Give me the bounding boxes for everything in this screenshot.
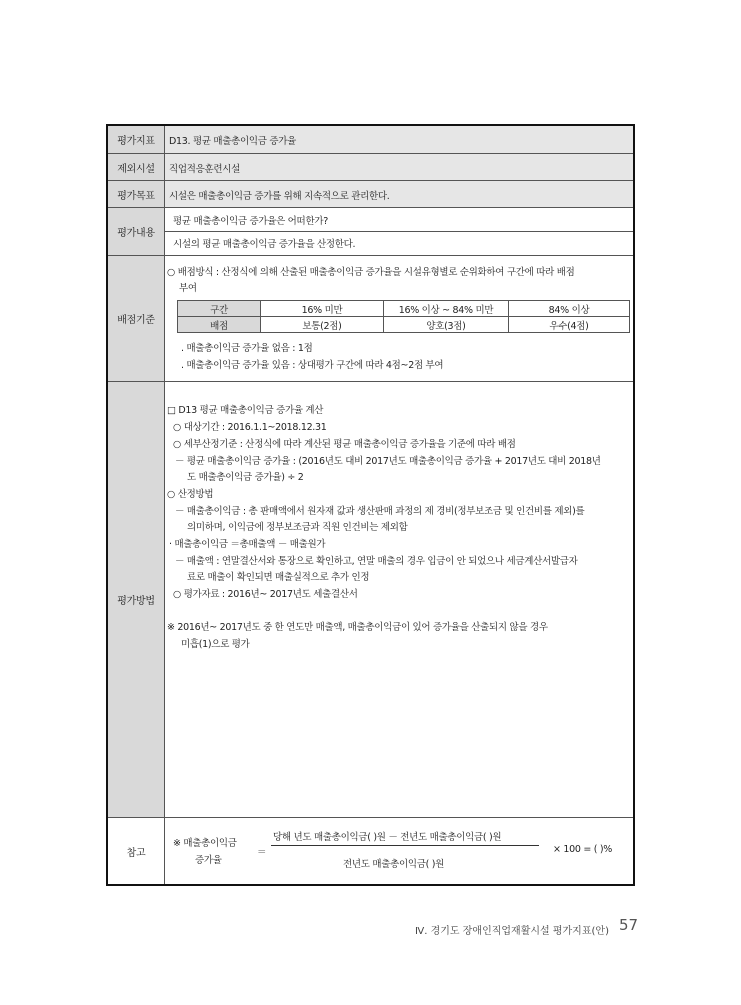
method-row <box>108 382 633 818</box>
indicator-text: D13. 평균 매출총이익금 증가율 <box>169 136 297 147</box>
method-line: □ D13 평균 매출총이익금 증가율 계산 <box>167 405 324 416</box>
formula-numerator: 당해 년도 매출총이익금( )원 － 전년도 매출총이익금( )원 <box>273 832 502 843</box>
formula-multiplier: × 100 = ( )% <box>553 844 612 855</box>
grade-cell: 보통(2점) <box>261 317 384 333</box>
grade-table-row <box>178 301 630 317</box>
method-line: 도 매출총이익금 증가율) ÷ 2 <box>187 472 304 483</box>
reference-formula <box>165 818 633 884</box>
method-line: ※ 2016년~ 2017년도 중 한 연도만 매출액, 매출총이익금이 있어 증가율을 산출되지 않을 경우 <box>167 622 548 633</box>
method-line: 료로 매출이 확인되면 매출실적으로 추가 인정 <box>187 572 370 583</box>
content-divider <box>165 231 633 232</box>
method-line: ○ 평가자료 : 2016년~ 2017년도 세출결산서 <box>173 589 358 600</box>
scoring-note-1: . 매출총이익금 증가율 없음 : 1점 <box>181 343 313 354</box>
method-line: ○ 세부산정기준 : 산정식에 따라 계산된 평균 매출총이익금 증가율을 기준에 따라 배점 <box>173 439 516 450</box>
grade-cell: 배점 <box>178 317 261 333</box>
grade-cell: 16% 미만 <box>261 301 384 317</box>
method-line: · 매출총이익금 ＝총매출액 － 매출원가 <box>169 539 326 550</box>
formula-denominator: 전년도 매출총이익금( )원 <box>343 859 445 870</box>
content-label: 평가내용 <box>108 208 165 255</box>
formula-left-line-1: ※ 매출총이익금 <box>173 838 237 849</box>
grade-cell: 양호(3점) <box>384 317 509 333</box>
excluded-text: 직업적응훈련시설 <box>169 164 241 175</box>
footer-text: Ⅳ. 경기도 장애인직업재활시설 평가지표(안) <box>415 926 609 937</box>
grade-cell: 16% 이상 ~ 84% 미만 <box>384 301 509 317</box>
excluded-value <box>165 154 633 180</box>
indicator-label: 평가지표 <box>108 126 165 153</box>
excluded-label: 제외시설 <box>108 154 165 180</box>
content-line-1: 평균 매출총이익금 증가율은 어떠한가? <box>173 216 328 227</box>
grade-table <box>177 300 630 333</box>
scoring-method-line-2: 부여 <box>179 283 197 294</box>
excluded-row <box>108 154 633 181</box>
goal-label: 평가목표 <box>108 181 165 207</box>
grade-cell: 84% 이상 <box>509 301 630 317</box>
goal-row <box>108 181 633 208</box>
reference-label: 참고 <box>108 818 165 884</box>
method-line: － 매출총이익금 : 총 판매액에서 원자재 값과 생산판매 과정의 제 경비(정부보조금 및 인건비를 제외)를 <box>175 506 585 517</box>
method-line: ○ 산정방법 <box>167 489 214 500</box>
content-row <box>108 208 633 256</box>
indicator-value <box>165 126 633 153</box>
method-line: － 매출액 : 연말결산서와 통장으로 확인하고, 연말 매출의 경우 입금이 안 되었으나 세금계산서발급자 <box>175 556 578 567</box>
evaluation-sheet <box>106 124 635 886</box>
method-line: － 평균 매출총이익금 증가율 : (2016년도 대비 2017년도 매출총이익금 증가율 + 2017년도 대비 2018년 <box>175 456 601 467</box>
grade-table-row <box>178 317 630 333</box>
scoring-row <box>108 256 633 382</box>
method-value <box>165 382 633 817</box>
formula-equals: ＝ <box>257 847 267 858</box>
formula-fraction-bar <box>271 845 539 846</box>
scoring-value <box>165 256 633 381</box>
indicator-row <box>108 126 633 154</box>
goal-text: 시설은 매출총이익금 증가를 위해 지속적으로 관리한다. <box>169 191 390 202</box>
method-line: ○ 대상기간 : 2016.1.1~2018.12.31 <box>173 422 327 433</box>
method-line: 미흡(1)으로 평가 <box>181 639 250 650</box>
goal-value <box>165 181 633 207</box>
page-number: 57 <box>619 916 639 934</box>
scoring-method-line-1: ○ 배점방식 : 산정식에 의해 산출된 매출총이익금 증가율을 시설유형별로 순위화하여 구간에 따라 배점 <box>167 267 575 278</box>
scoring-note-2: . 매출총이익금 증가율 있음 : 상대평가 구간에 따라 4점~2점 부여 <box>181 360 444 371</box>
scoring-label: 배점기준 <box>108 256 165 381</box>
grade-cell: 구간 <box>178 301 261 317</box>
formula-left-line-2: 증가율 <box>195 855 222 866</box>
content-value <box>165 208 633 255</box>
grade-cell: 우수(4점) <box>509 317 630 333</box>
method-label: 평가방법 <box>108 382 165 817</box>
reference-row <box>108 818 633 884</box>
method-line: 의미하며, 이익금에 정부보조금과 직원 인건비는 제외함 <box>187 522 408 533</box>
content-line-2: 시설의 평균 매출총이익금 증가율을 산정한다. <box>173 239 356 250</box>
